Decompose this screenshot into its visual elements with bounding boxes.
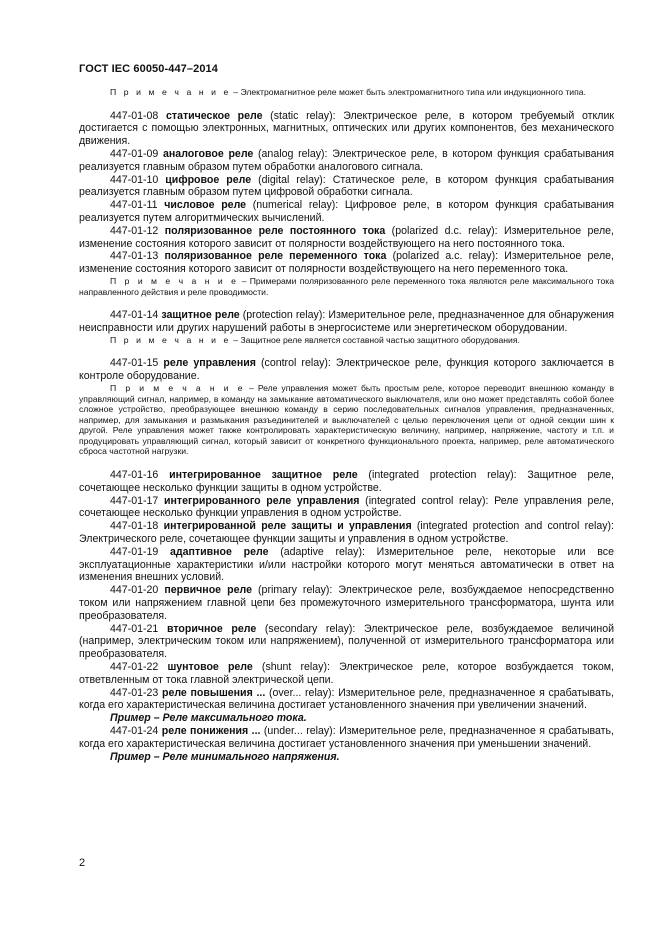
term-number: 447-01-20 [110,584,165,597]
term-name: цифровое реле [165,173,252,186]
term-name: адаптивное реле [170,545,269,558]
term-definition [79,199,614,225]
paragraph-gap [79,457,614,469]
term-number: 447-01-12 [110,224,165,237]
term-number: 447-01-21 [110,622,167,635]
term-definition [79,687,614,713]
term-text: (polarized a.c. relay): Измерительное реле, изменение состояния которого зависит от полярности воздействующего на него переменного тока. [79,250,614,276]
term-text: (analog relay): Электрическое реле, в котором функция срабатывания реализуется главным образом путем обработки аналогового сигнала. [79,147,614,173]
term-definition [79,309,614,335]
term-definition [79,546,614,584]
example-text: Пример – Реле максимального тока. [110,712,307,725]
note-text: – Примерами поляризованного реле переменного тока являются реле максимального тока направленного действия и реле проводимости. [79,275,614,297]
term-text: (numerical relay): Цифровое реле, в котором функция срабатывания реализуется путем алгоритмических вычислений. [79,199,614,224]
term-definition [79,725,614,751]
note-paragraph [79,383,614,457]
note-paragraph [79,276,614,297]
term-definition [79,520,614,546]
note-text: – Реле управления может быть простым реле, которое переводит внешнюю команду в управляющий сигнал, например, в команду на замыкание автоматического выключателя, или оно может представлять собой более сложное устройство, преобразующее внешнюю команду в серию последовательных сигналов управления, предназначенных, например, для замыкания и размыкания разъединителей и выключателей с целью переключения цепи от одной секции шин к другой. Реле управления может также контролировать характеристическую величину, например, напряжение, частоту и т.п. и продуцировать управляющий сигнал, который зависит от конкретного функционального проекта, например, реле автоматического сброса частотной нагрузки. [79,382,615,457]
term-name: аналоговое реле [163,147,254,160]
term-text: (primary relay): Электрическое реле, возбуждаемое непосредственно током или напряжением главной цепи без промежуточного измерительного трансформатора, шунта или преобразователя. [79,584,614,622]
term-text: (secondary relay): Электрическое реле, возбуждаемое величиной (например, электрическим током или напряжением), полученной от измерительного трансформатора или преобразователя. [79,622,615,661]
term-name: защитное реле [161,309,240,322]
page-number: 2 [79,857,86,869]
term-definition [79,623,614,661]
note-text: – Защитное реле является составной частью защитного оборудования. [230,334,520,345]
term-definition [79,148,614,174]
term-definition [79,469,614,495]
term-number: 447-01-13 [110,250,165,263]
term-number: 447-01-19 [110,545,171,558]
term-number: 447-01-22 [110,661,168,674]
term-number: 447-01-18 [110,520,164,533]
note-label: П р и м е ч а н и е [110,334,231,345]
term-name: реле управления [163,357,256,370]
term-name: числовое реле [164,199,247,212]
example-text: Пример – Реле минимального напряжения. [110,750,340,763]
note-text: – Электромагнитное реле может быть электромагнитного типа или индукционного типа. [230,87,586,97]
term-text: (protection relay): Измерительное реле, предназначенное для обнаружения неисправности или других нарушений работы в энергосистеме или энергетическом оборудовании. [79,309,614,334]
term-definition [79,174,614,200]
term-definition [79,225,614,251]
term-name: интегрированного реле управления [164,494,360,507]
note-label: П р и м е ч а н и е [110,275,239,286]
term-number: 447-01-10 [110,173,166,186]
term-number: 447-01-08 [110,109,166,122]
term-definition [79,661,614,687]
term-name: вторичное реле [166,622,257,635]
term-number: 447-01-24 [110,725,162,738]
term-definition [79,250,614,276]
term-text: (under... relay): Измерительное реле, предназначенное я срабатывать, когда его характеристическая величина достигает установленного значения при уменьшении значений. [79,725,614,750]
term-number: 447-01-11 [110,199,165,212]
term-number: 447-01-17 [110,494,164,507]
note-paragraph [79,335,614,346]
term-text: (adaptive relay): Измерительное реле, некоторые или все эксплуатационные характеристики и/или настройки которого могут меняться автоматически в ответ на изменения внешних условий. [79,545,614,584]
paragraph-gap [79,98,614,110]
term-text: (integrated protection and control relay): Электрического реле, сочетающее функции защиты и управления в одном устройстве. [79,520,615,546]
term-name: первичное реле [164,584,252,597]
term-text: (static relay): Электрическое реле, в котором требуемый отклик достигается с помощью электронных, магнитных, оптических или других компонентов, без механического движения. [79,109,614,148]
term-name: интегрированное защитное реле [169,469,358,482]
term-text: (digital relay): Статическое реле, в котором функция срабатывания реализуется главным образом путем цифровой обработки сигнала. [79,173,614,199]
term-number: 447-01-09 [110,147,164,160]
term-name: поляризованное реле постоянного тока [164,224,386,237]
paragraph-gap [79,297,614,309]
document-header: ГОСТ IEC 60050-447–2014 [79,63,218,75]
paragraph-gap [79,345,614,357]
term-text: (over... relay): Измерительное реле, предназначенное я срабатывать, когда его характеристическая величина достигает установленного значения при увеличении значений. [79,686,614,712]
term-number: 447-01-14 [110,309,162,322]
term-name: интегрированной реле защиты и управления [163,520,412,533]
example-paragraph [79,712,614,725]
term-name: реле понижения ... [161,725,261,738]
term-definition [79,495,614,521]
term-text: (integrated protection relay): Защитное реле, сочетающее несколько функции защиты в одном устройстве. [79,469,614,494]
example-paragraph [79,751,614,764]
note-paragraph [79,87,614,98]
term-name: поляризованное реле переменного тока [164,250,387,263]
term-definition [79,584,614,622]
term-text: (control relay): Электрическое реле, функция которого заключается в контроле оборудование. [79,357,614,383]
term-definition [79,357,614,383]
term-name: реле повышения ... [161,686,266,699]
note-label: П р и м е ч а н и е [110,382,246,393]
term-text: (shunt relay): Электрическое реле, которое возбуждается током, ответвленным от тока главной электрической цепи. [79,661,614,686]
term-text: (integrated control relay): Реле управления реле, сочетающее несколько функции управления в одном устройстве. [79,494,614,520]
term-number: 447-01-23 [110,686,162,699]
term-number: 447-01-15 [110,357,164,370]
note-label: П р и м е ч а н и е [110,87,231,97]
document-body [79,87,614,763]
term-name: статическое реле [165,109,263,122]
term-name: шунтовое реле [167,661,253,674]
term-definition [79,110,614,148]
term-text: (polarized d.c. relay): Измерительное реле, изменение состояния которого зависит от полярности воздействующего на него постоянного тока. [79,224,614,250]
term-number: 447-01-16 [110,469,170,482]
